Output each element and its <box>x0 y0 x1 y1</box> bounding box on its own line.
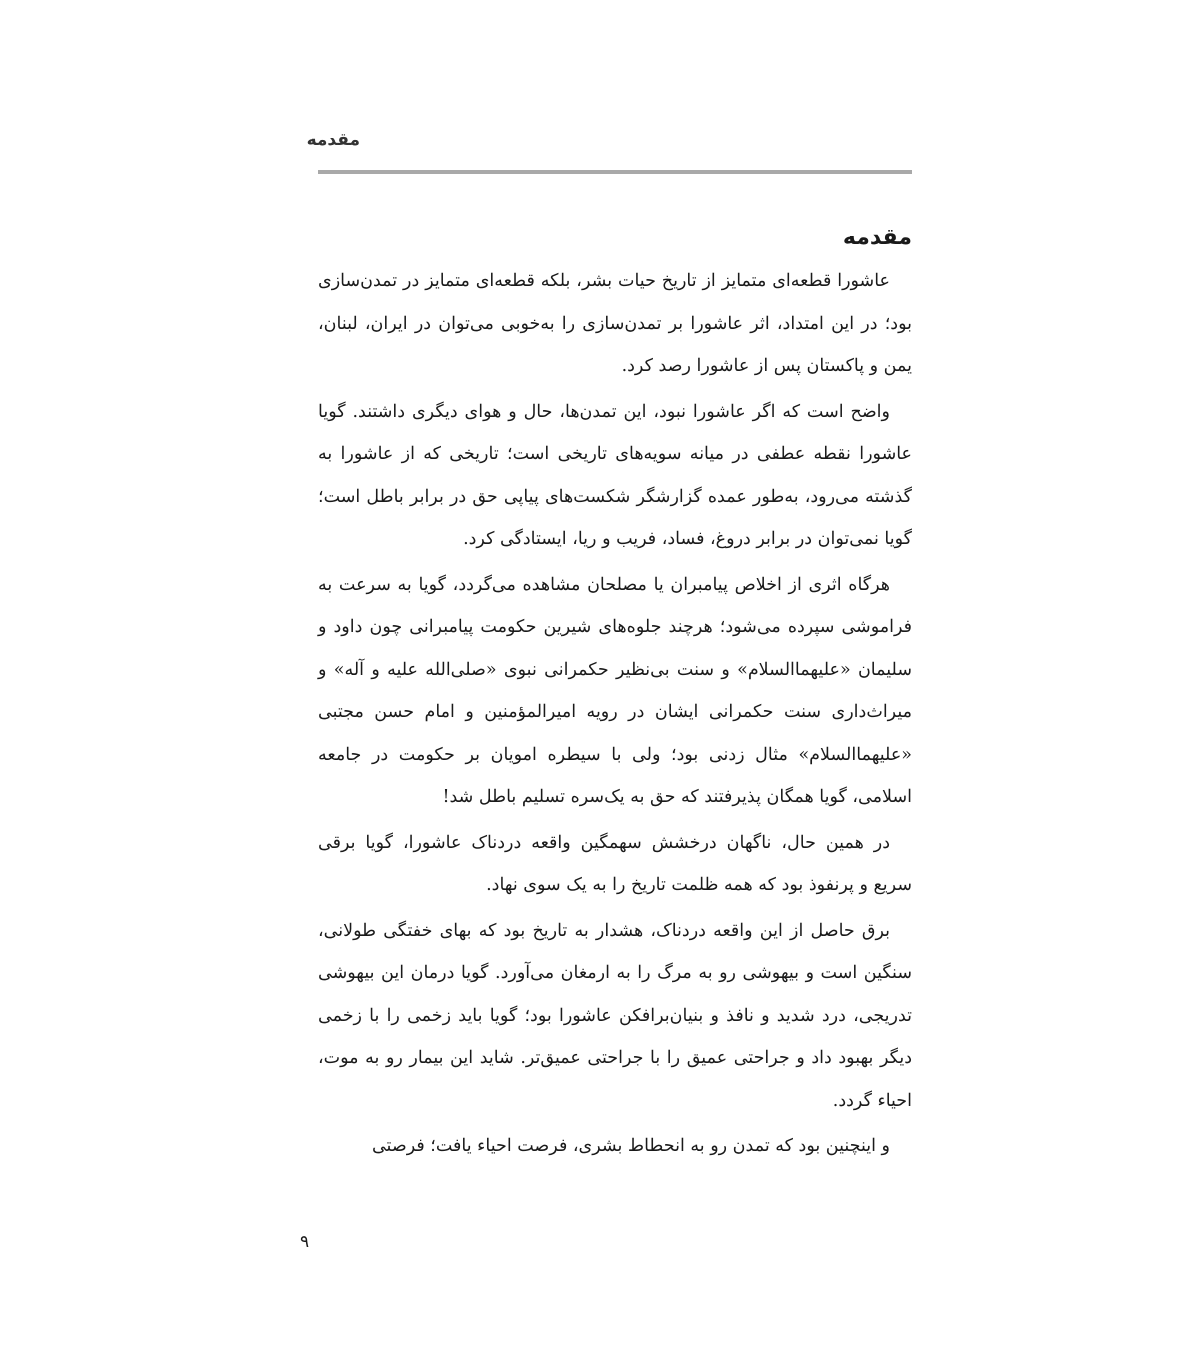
paragraph-1: عاشورا قطعه‌ای متمایز از تاریخ حیات بشر، بلکه قطعه‌ای متمایز در تمدن‌سازی بود؛ در این امتداد، اثر عاشورا بر تمدن‌سازی را به‌خوبی می‌توان در ایران، لبنان، یمن و پاکستان پس از عاشورا رصد کرد. <box>318 271 912 376</box>
paragraph-2: واضح است که اگر عاشورا نبود، این تمدن‌ها، حال و هوای دیگری داشتند. گویا عاشورا نقطه عطفی در میانه سویه‌های تاریخی است؛ تاریخی که از عاشورا به گذشته می‌رود، به‌طور عمده گزارشگر شکست‌های پیاپی حق در برابر باطل است؛ گویا نمی‌توان در برابر دروغ، فساد، فریب و ریا، ایستادگی کرد. <box>318 401 912 549</box>
page-number: ۹ <box>300 1232 310 1252</box>
paragraph-6: و اینچنین بود که تمدن رو به انحطاط بشری، فرصت احیاء یافت؛ فرصتی <box>371 1136 890 1156</box>
paragraph-5: برق حاصل از این واقعه دردناک، هشدار به تاریخ بود که بهای خفتگی طولانی، سنگین است و بیهوشی رو به مرگ را به ارمغان می‌آورد. گویا درمان این بیهوشی تدریجی، درد شدید و نافذ و بنیان‌برافکن عاشورا بود؛ گویا باید زخمی را با زخمی دیگر بهبود داد و جراحتی عمیق را با جراحتی عمیق‌تر. شاید این بیمار رو به موت، احیاء گردد. <box>318 920 912 1111</box>
paragraph-3: هرگاه اثری از اخلاص پیامبران یا مصلحان مشاهده می‌گردد، گویا به سرعت به فراموشی سپرده می‌شود؛ هرچند جلوه‌های شیرین حکومت پیامبرانی چون داود و سلیمان «علیهماالسلام» و سنت بی‌نظیر حکمرانی نبوی «صلی‌الله علیه و آله» و میراث‌داری سنت حکمرانی ایشان در رویه امیرالمؤمنین و امام حسن مجتبی «علیهماالسلام» مثال زدنی بود؛ ولی با سیطره امویان بر حکومت در جامعه اسلامی، گویا همگان پذیرفتند که حق به یک‌سره تسلیم باطل شد! <box>318 574 912 807</box>
header-rule <box>318 170 912 174</box>
page-body <box>318 218 912 1171</box>
running-head: مقدمه <box>306 130 360 150</box>
section-title: مقدمه <box>842 225 912 250</box>
paragraph-4: در همین حال، ناگهان درخشش سهمگین واقعه دردناک عاشورا، گویا برقی سریع و پرنفوذ بود که همه ظلمت تاریخ را به یک سوی نهاد. <box>318 832 912 895</box>
